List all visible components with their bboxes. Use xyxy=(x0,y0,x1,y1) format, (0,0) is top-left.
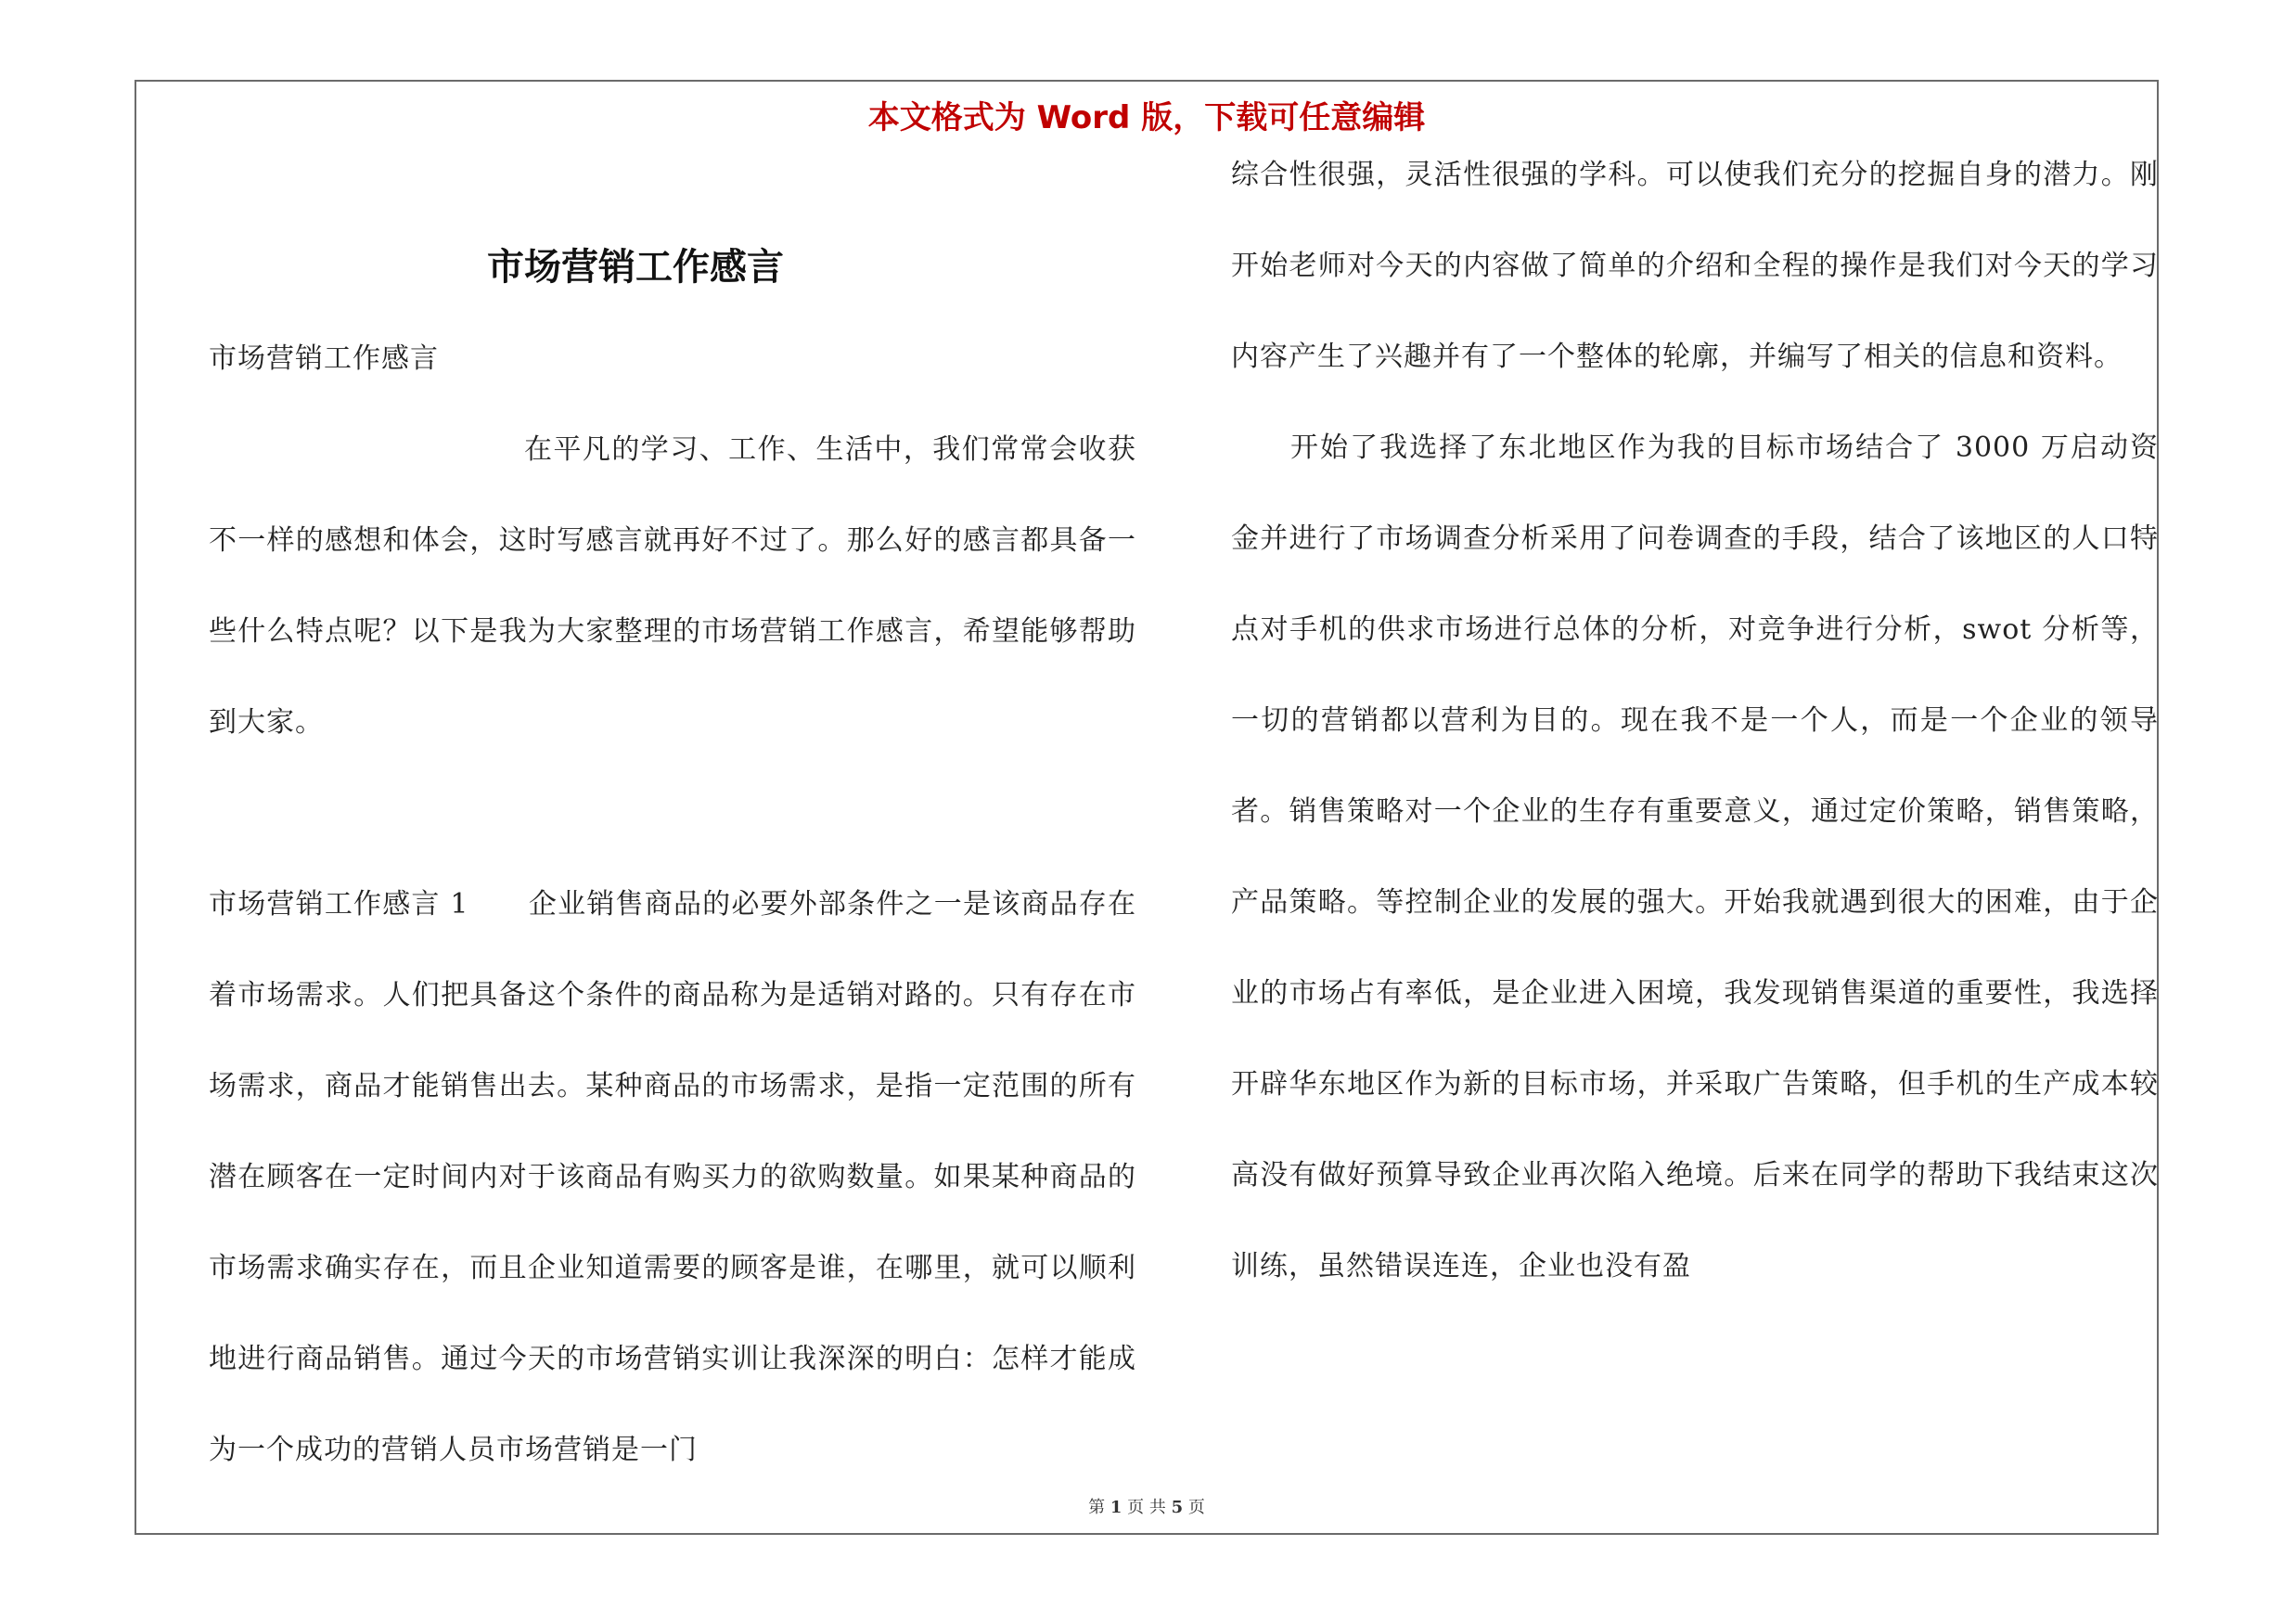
footer-prefix: 第 xyxy=(1088,1498,1106,1517)
intro-paragraph: 在平凡的学习、工作、生活中，我们常常会收获不一样的感想和体会，这时写感言就再好不过了。那么好的感言都具备一些什么特点呢？以下是我为大家整理的市场营销工作感言，希望能够帮助到大家。 xyxy=(209,433,1136,739)
document-title: 市场营销工作感言 xyxy=(487,245,784,289)
paragraph-gap xyxy=(209,768,1136,859)
section1-paragraph xyxy=(209,859,1136,1496)
footer-suffix: 页 xyxy=(1187,1498,1205,1517)
footer-total-pages: 5 xyxy=(1171,1498,1184,1517)
footer-current-page: 1 xyxy=(1110,1498,1122,1517)
right-paragraph-1: 综合性很强，灵活性很强的学科。可以使我们充分的挖掘自身的潜力。刚开始老师对今天的内容做了简单的介绍和全程的操作是我们对今天的学习内容产生了兴趣并有了一个整体的轮廓，并编写了相关的信息和资料。 xyxy=(1231,159,2159,373)
section1-spacer xyxy=(468,888,528,921)
document-subtitle: 市场营销工作感言 xyxy=(209,342,439,375)
footer-middle: 页 共 xyxy=(1127,1498,1166,1517)
right-paragraph-2: 开始了我选择了东北地区作为我的目标市场结合了 3000 万启动资金并进行了市场调查分析采用了问卷调查的手段，结合了该地区的人口特点对手机的供求市场进行总体的分析，对竞争进行分析，swot 分析等，一切的营销都以营利为目的。现在我不是一个人，而是一个企业的领导者。销售策略对一个企业的生存有重要意义，通过定价策略，销售策略，产品策略。等控制企业的发展的强大。开始我就遇到很大的困难，由于企业的市场占有率低，是企业进入困境，我发现销售渠道的重要性，我选择开辟华东地区作为新的目标市场，并采取广告策略，但手机的生产成本较高没有做好预算导致企业再次陷入绝境。后来在同学的帮助下我结束这次训练，虽然错误连连，企业也没有盈 xyxy=(1231,432,2159,1282)
section1-text: 企业销售商品的必要外部条件之一是该商品存在着市场需求。人们把具备这个条件的商品称为是适销对路的。只有存在市场需求，商品才能销售出去。某种商品的市场需求，是指一定范围的所有潜在顾客在一定时间内对于该商品有购买力的欲购数量。如果某种商品的市场需求确实存在，而且企业知道需要的顾客是谁，在哪里，就可以顺利地进行商品销售。通过今天的市场营销实训让我深深的明白：怎样才能成为一个成功的营销人员市场营销是一门 xyxy=(209,888,1137,1466)
right-column xyxy=(1231,159,2159,1312)
page-footer xyxy=(136,1494,2157,1518)
word-format-banner: 本文格式为 Word 版，下载可任意编辑 xyxy=(867,98,1426,136)
page-frame xyxy=(135,80,2159,1535)
left-column xyxy=(209,221,1136,1496)
section1-heading: 市场营销工作感言 1 xyxy=(209,888,469,921)
